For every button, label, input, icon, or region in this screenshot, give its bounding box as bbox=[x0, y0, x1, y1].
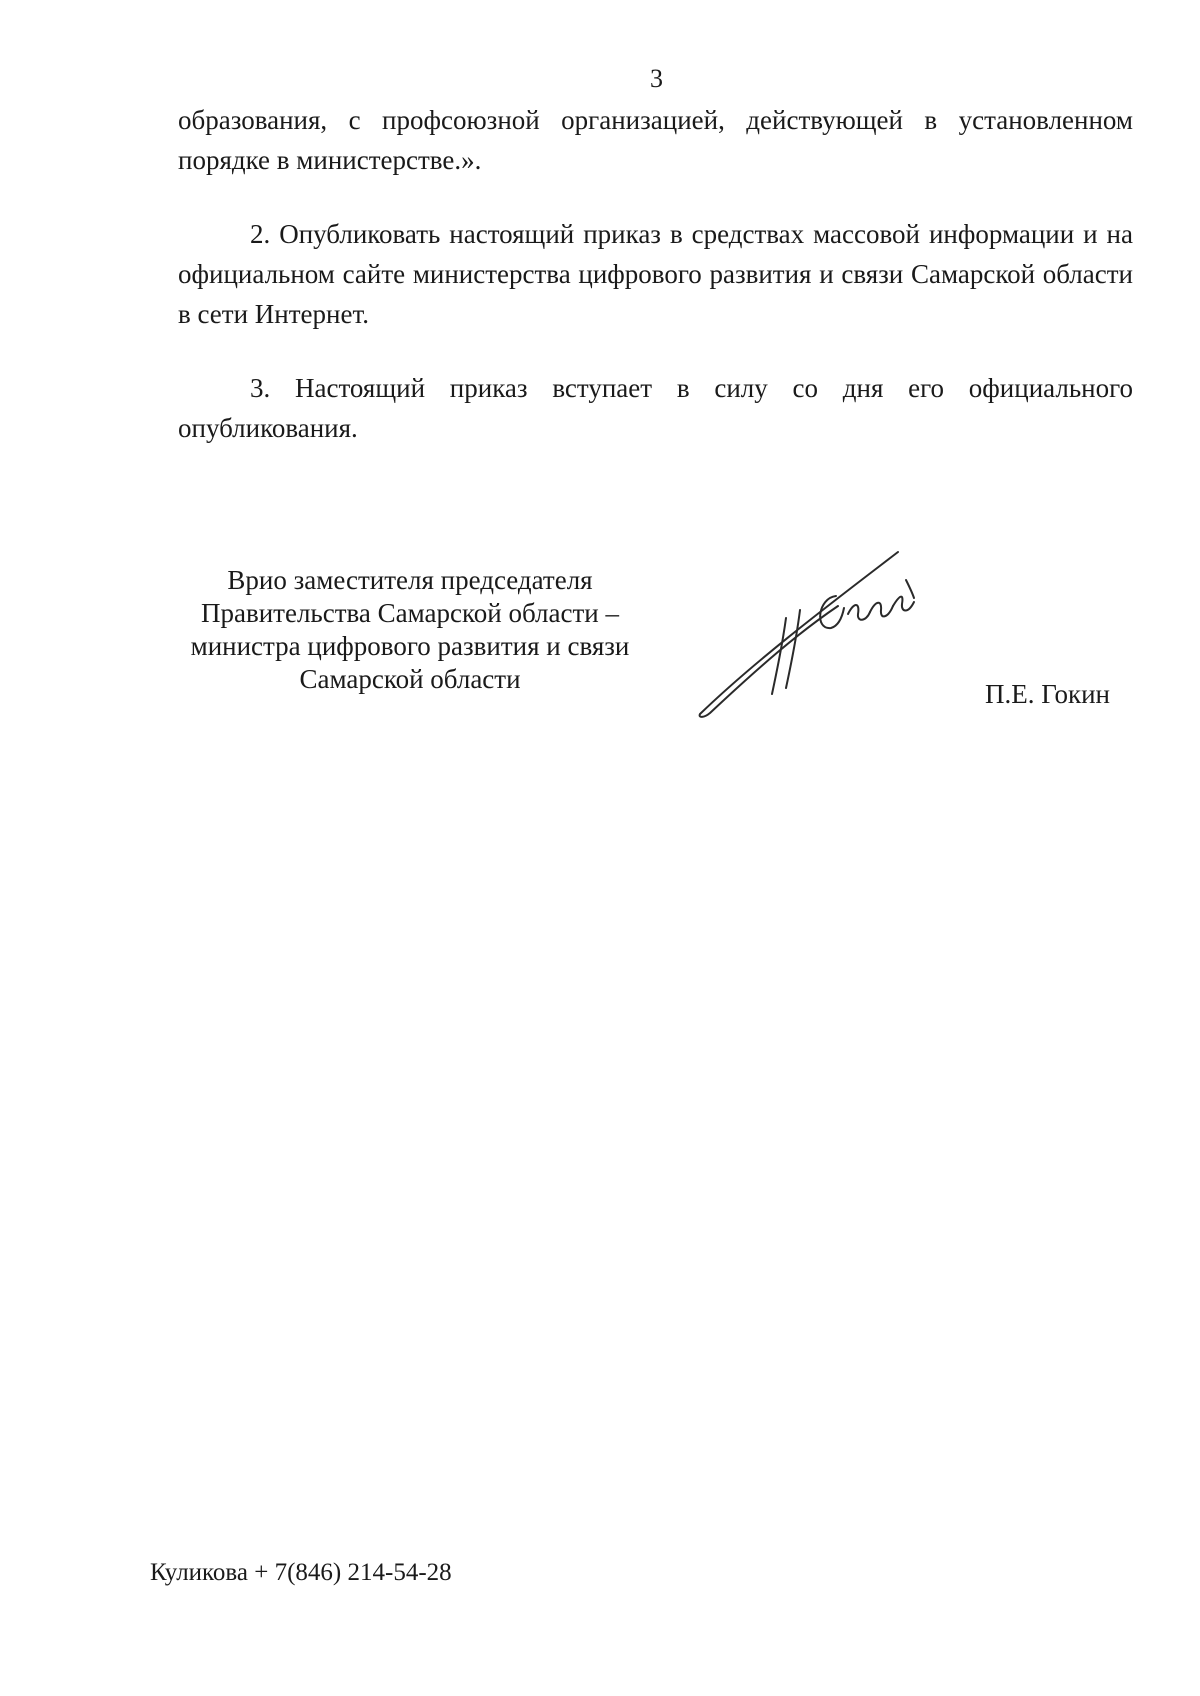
paragraph-item-2: 2. Опубликовать настоящий приказ в средствах массовой информации и на официальном сайте министерства цифрового развития и связи Самарской области в сети Интернет. bbox=[178, 219, 1133, 329]
handwritten-signature-icon bbox=[688, 548, 938, 723]
page-number: 3 bbox=[650, 64, 663, 93]
signatory-title-line: Самарской области bbox=[299, 664, 521, 694]
signatory-title-line: министра цифрового развития и связи bbox=[190, 631, 630, 661]
document-body bbox=[178, 100, 1133, 448]
contact-line: Куликова + 7(846) 214-54-28 bbox=[150, 1559, 452, 1586]
paragraph-continuation: образования, с профсоюзной организацией, действующей в установленном порядке в министерстве.». bbox=[178, 105, 1133, 175]
signatory-title-line: Врио заместителя председателя bbox=[227, 565, 593, 595]
signatory-name: П.Е. Гокин bbox=[985, 679, 1110, 709]
signatory-title-line: Правительства Самарской области – bbox=[201, 598, 619, 628]
signatory-title bbox=[170, 564, 650, 696]
paragraph-item-3: 3. Настоящий приказ вступает в силу со дня его официального опубликования. bbox=[178, 373, 1133, 443]
